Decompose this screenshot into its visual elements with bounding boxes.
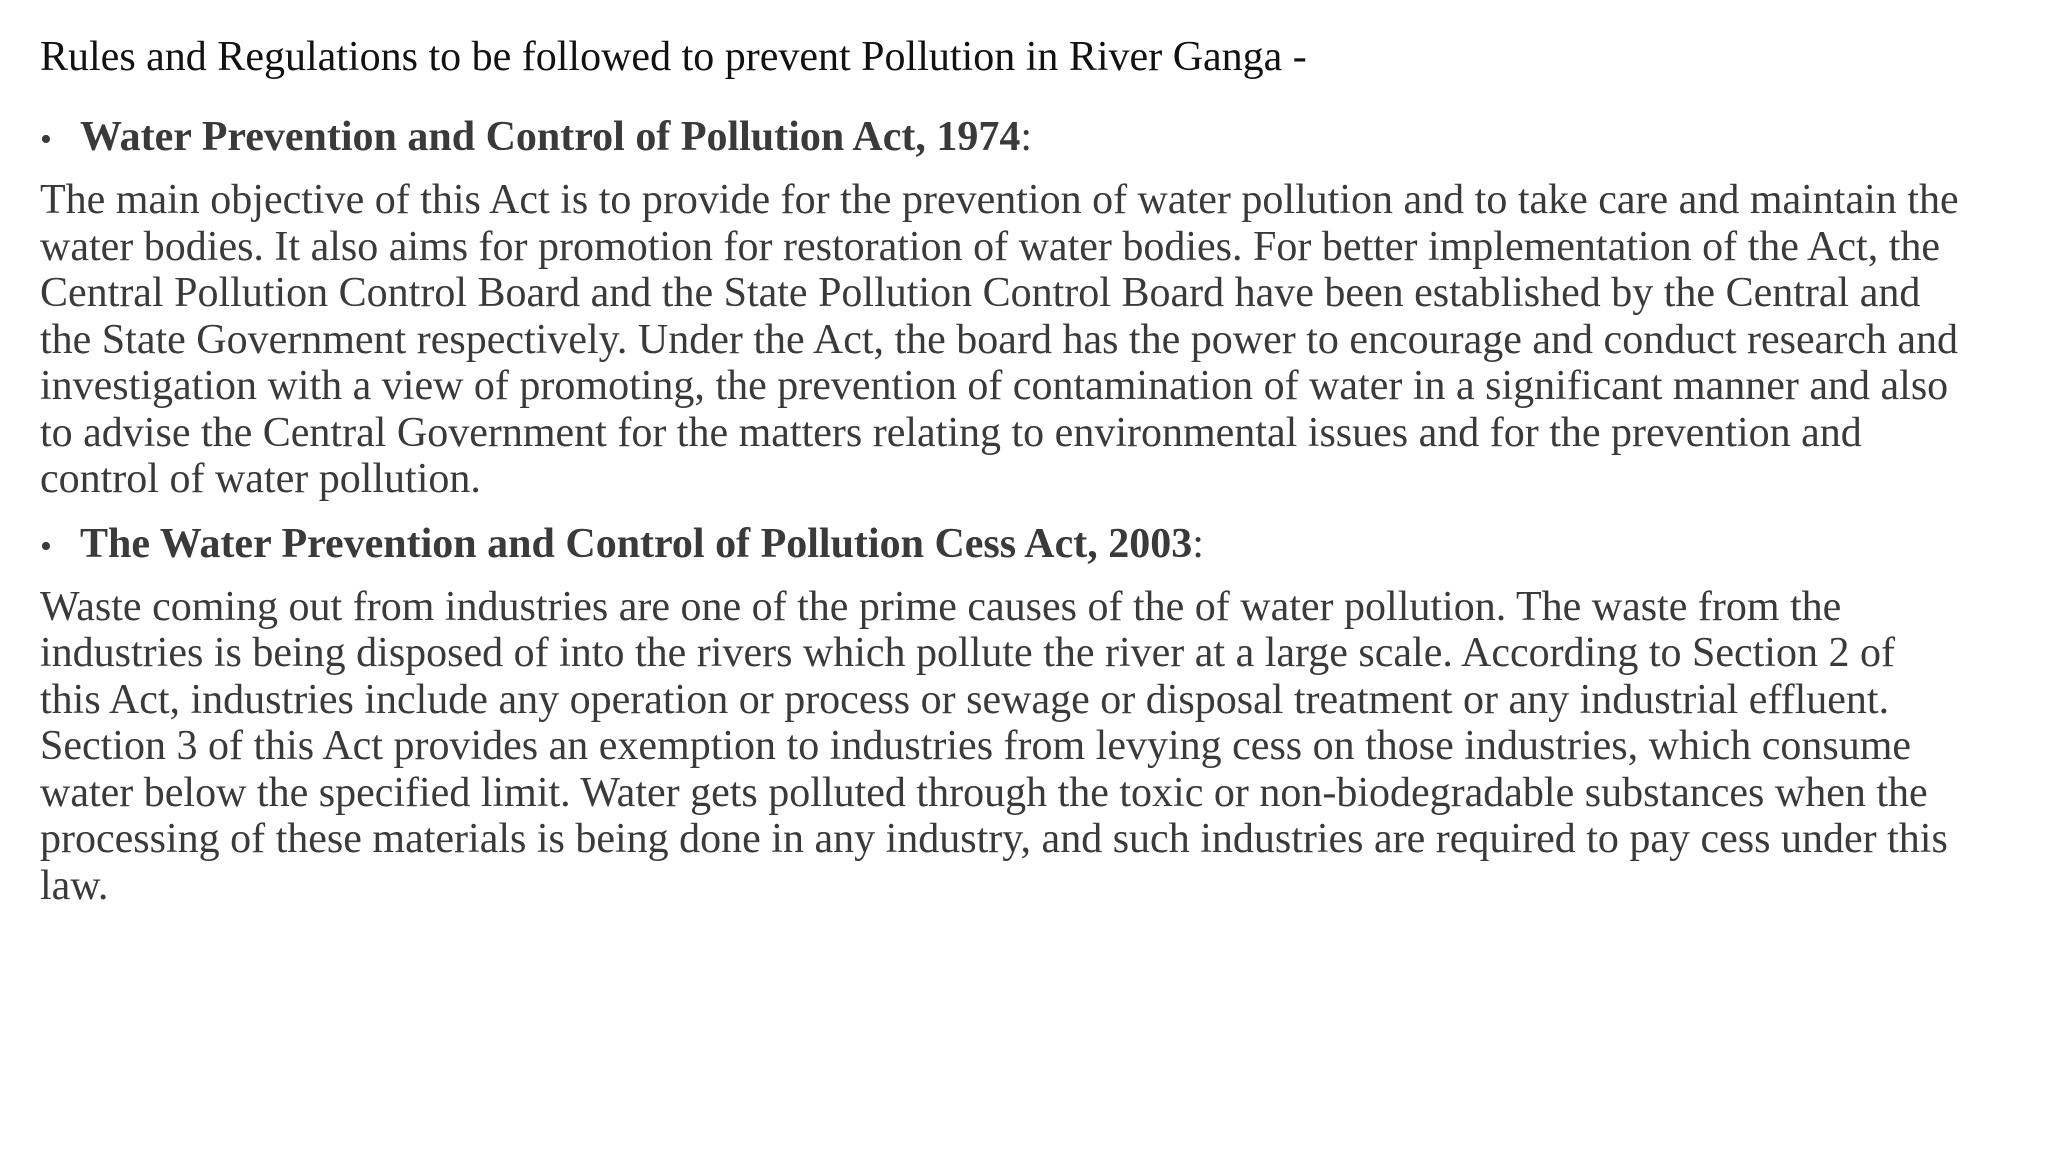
section-paragraph-water-act-1974 (40, 177, 2030, 503)
paragraph-line: law. (40, 862, 109, 909)
paragraph-line: water below the specified limit. Water gets polluted through the toxic or non-biodegradable substances when the (40, 769, 1928, 816)
bullet-icon: • (40, 527, 52, 565)
section-paragraph-cess-act-2003 (40, 584, 2030, 910)
paragraph-line: Waste coming out from industries are one of the prime causes of the of water pollution. The waste from the (40, 583, 1842, 630)
paragraph-line: industries is being disposed of into the rivers which pollute the river at a large scale. According to Section 2 of (40, 630, 1895, 676)
paragraph-line: water bodies. It also aims for promotion for restoration of water bodies. For better implementation of the Act, the (40, 223, 1941, 270)
section-heading-text: The Water Prevention and Control of Pollution Cess Act, 2003 (80, 520, 1193, 567)
paragraph-line: Section 3 of this Act provides an exemption to industries from levying cess on those industries, which consume (40, 723, 1912, 769)
bullet-icon: • (40, 121, 52, 158)
paragraph-line: The main objective of this Act is to provide for the prevention of water pollution and to take care and maintain the (40, 177, 1959, 223)
section-heading-water-act-1974 (40, 110, 2030, 167)
page-title: Rules and Regulations to be followed to prevent Pollution in River Ganga - (40, 34, 1307, 80)
section-heading-suffix: : (1192, 520, 1204, 567)
section-heading-suffix: : (1020, 114, 1032, 160)
paragraph-line: Central Pollution Control Board and the State Pollution Control Board have been established by the Central and (40, 270, 1921, 316)
document-slide (40, 30, 2030, 923)
section-heading-cess-act-2003 (40, 517, 2030, 574)
paragraph-line: to advise the Central Government for the matters relating to environmental issues and for the prevention and (40, 409, 1862, 456)
paragraph-line: the State Government respectively. Under the Act, the board has the power to encourage and conduct research and (40, 316, 1959, 363)
paragraph-line: investigation with a view of promoting, the prevention of contamination of water in a significant manner and also (40, 363, 1949, 409)
paragraph-line: processing of these materials is being done in any industry, and such industries are required to pay cess under this (40, 816, 1948, 862)
paragraph-line: this Act, industries include any operation or process or sewage or disposal treatment or any industrial effluent. (40, 676, 1890, 723)
section-heading-text: Water Prevention and Control of Pollution Act, 1974 (80, 114, 1021, 160)
paragraph-line: control of water pollution. (40, 456, 481, 502)
